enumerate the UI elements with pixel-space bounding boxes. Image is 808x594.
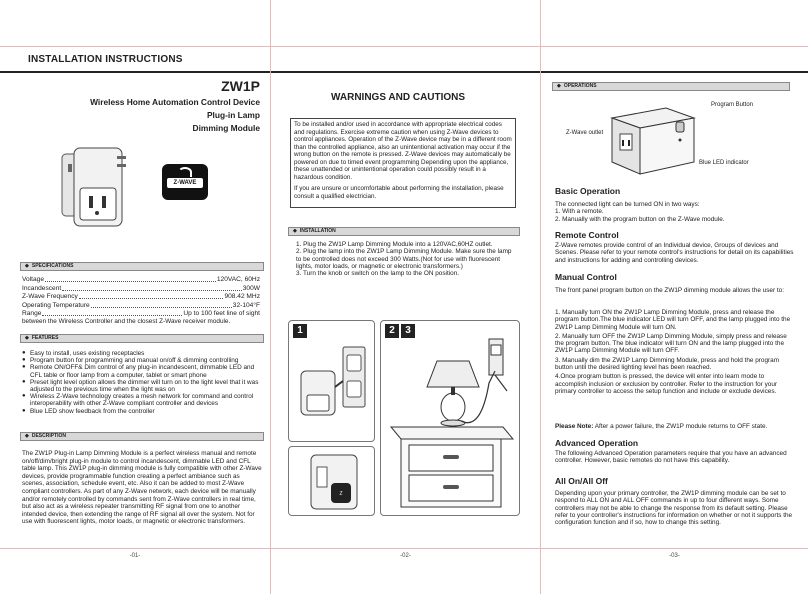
model-title: ZW1P xyxy=(221,78,260,94)
figure-panel-2-3 xyxy=(380,320,520,516)
feature-item: ● Blue LED show feedback from the controller xyxy=(22,408,262,415)
figure-panel-1 xyxy=(288,320,375,442)
figure-label: 1 xyxy=(293,324,307,338)
page-number: -01- xyxy=(129,553,141,559)
description-heading: ◆ DESCRIPTION xyxy=(20,432,264,441)
warning-note: If you are unsure or uncomfortable about performing the installation, please consult a qualified electrician. xyxy=(294,185,504,200)
spec-label: Voltage xyxy=(22,276,44,283)
lamp-nightstand-illustration xyxy=(381,321,521,517)
outlet-illustration xyxy=(289,321,376,443)
module-closeup xyxy=(289,447,376,517)
features-heading: ◆ FEATURES xyxy=(20,334,264,343)
features-list xyxy=(22,350,262,415)
please-note: Please Note: After a power failure, the ZW1P module returns to OFF state. xyxy=(555,423,768,430)
description-text: The ZW1P Plug-in Lamp Dimming Module is a perfect wireless manual and remote on/off/dim/bright plug-in module to control incandescent, dimmable LED and CFL table lamp. This ZW1P plug-in dimming module is fully compatible with other Z-Wave devices, provide programmable function creating a perfect ambiance such as scenes, association, schedule event, etc. Also it can be added to most Z-Wave compliant controllers. As part of any Z-Wave network, each device will be manually and/or remotely controlled by commands sent from Z-Wave controllers in real time, but also act as a wireless repeater transmitting RF signal from one to another intended device, then extending the range of RF signal all over the system. Not for use with fluorescent lights, motor loads, or magnetic or electronic transformers. xyxy=(22,450,262,526)
feature-item: ● Preset light level option allows the dimmer will turn on to the light level that it was adjusted to the previous time when the light was on xyxy=(22,379,262,393)
spec-label: Range xyxy=(22,310,42,317)
spec-value: 32-104°F xyxy=(232,301,260,309)
all-on-all-off-text: Depending upon your primary controller, the ZW1P dimming module can be set to respond to ALL ON and ALL OFF commands in up to four different ways. Some controllers may not be able to change the response from its default setting. Please refer to your controller's instructions for information on whether or not it supports the configuration function and if so, how to change this setting. xyxy=(555,490,793,527)
warnings-box xyxy=(290,118,516,208)
spec-value: 120VAC, 60Hz xyxy=(216,276,260,283)
feature-item: ● Easy to install, uses existing receptacles xyxy=(22,350,262,357)
feature-item: ● Remote ON/OFF& Dim control of any plug-in incandescent, dimmable LED and CFL table or floor lamp from a computer, tablet or smart phone xyxy=(22,364,262,378)
page-number: -03- xyxy=(669,553,680,559)
spec-label: Incandescent xyxy=(22,284,62,292)
page-number: -02- xyxy=(400,553,411,559)
feature-item: ● Wireless Z-Wave technology creates a mesh network for command and control interoperability with other Z-Wave compliant controller and devices xyxy=(22,393,262,407)
device-image xyxy=(60,142,130,242)
manual-control-steps xyxy=(555,309,795,397)
spec-row xyxy=(22,285,260,293)
warnings-title: WARNINGS AND CAUTIONS xyxy=(331,92,466,103)
page-1 xyxy=(0,0,270,594)
spec-label: Z-Wave Frequency xyxy=(22,293,78,300)
manual-step: 3. Manually dim the ZW1P Lamp Dimming Module, press and hold the program button until the desired lighting level has been reached. xyxy=(555,356,780,372)
spec-label: Operating Temperature xyxy=(22,301,90,309)
figure-panel-1b xyxy=(288,446,375,516)
spec-value: 908.42 MHz xyxy=(224,293,260,300)
manual-control-intro: The front panel program button on the ZW1P dimming module allows the user to: xyxy=(555,287,784,294)
page-header-title: INSTALLATION INSTRUCTIONS xyxy=(28,54,183,65)
svg-text:Z: Z xyxy=(339,491,343,497)
spec-row xyxy=(22,276,260,284)
label-blue-led: Blue LED indicator xyxy=(699,160,749,166)
spec-value: 300W xyxy=(242,284,260,292)
remote-control-text: Z-Wave remotes provide control of an Individual device, Groups of devices and Scenes. Please refer to your remote control's instructions for detail on its capabilities and instructions for adding and controlling devices. xyxy=(555,242,794,264)
spec-row xyxy=(22,302,260,310)
installation-steps: 1. Plug the ZW1P Lamp Dimming Module into a 120VAC,60HZ outlet. 2. Plug the lamp into the ZW1P Lamp Dimming Module. Make sure the lamp to be controlled does not exceed 300 Watts.(Not for use with fluorescent lights, motor loads, or magnetic or electronic transformers.) 3. Turn the knob or switch on the lamp to the ON position. xyxy=(296,241,512,278)
remote-control-title: Remote Control xyxy=(555,230,619,240)
spec-row xyxy=(22,310,260,318)
product-subtitle: Wireless Home Automation Control Device Plug-in Lamp Dimming Module xyxy=(90,97,260,133)
manual-step: 1. Manually turn ON the ZW1P Lamp Dimming Module, press and release the program button.The blue indicator LED will turn OFF, and the lamp plugged into the ZW1P Lamp Dimming Module will turn ON. xyxy=(555,309,791,331)
all-on-all-off-title: All On/All Off xyxy=(555,476,608,486)
basic-operation-text: The connected light can be turned ON in two ways: 1. With a remote. 2. Manually with the program button on the Z-Wave module. xyxy=(555,201,725,223)
label-zwave-outlet: Z-Wave outlet xyxy=(566,130,604,136)
manual-step: 4.Once program button is pressed, the device will enter into learn mode to accomplish inclusion or exclusion by controller. Refer to the instruction for your primary controller to access the setup function and include or exclude devices. xyxy=(555,373,777,395)
module-diagram xyxy=(604,104,704,178)
label-program-button: Program Button xyxy=(711,102,754,108)
warning-text: To be installed and/or used in accordance with appropriate electrical codes and regulations. Exercise extreme caution when using Z-Wave devices to control appliances. Operation of the Z-Wave device may be in a different room than the controlled appliance, also an unintentional activation may occur if the wrong button on the remote is pressed. Z-Wave devices may automatically be powered on due to timed event programming Depending upon the appliance, these unattended or unintentional operation could possibly result in a hazardous condition. xyxy=(294,121,512,181)
spec-value: Up to 100 feet line of sight xyxy=(183,310,260,317)
spec-row xyxy=(22,293,260,301)
manual-step: 2. Manually turn OFF the ZW1P Lamp Dimming Module, simply press and release the program button. The blue indicator will turn ON and the lamp plugged into the ZW1P Lamp Dimming Module will turn OFF. xyxy=(555,332,787,355)
manual-control-title: Manual Control xyxy=(555,272,617,282)
installation-heading: ◆ INSTALLATION xyxy=(288,227,520,236)
operations-heading: ◆ OPERATIONS xyxy=(552,82,790,91)
zwave-logo: Z-WAVE xyxy=(162,164,208,200)
specifications-heading: ◆ SPECIFICATIONS xyxy=(20,262,264,271)
advanced-operation-title: Advanced Operation xyxy=(555,438,639,448)
spec-range-tail: between the Wireless Controller and the closest Z-Wave receiver module. xyxy=(22,318,231,325)
figure-label: 3 xyxy=(401,324,415,338)
advanced-operation-text: The following Advanced Operation parameters require that you have an advanced controller. However, basic remotes do not have this capability. xyxy=(555,450,787,465)
feature-item: ● Program button for programming and manual on/off & dimming controlling xyxy=(22,357,262,364)
figure-label: 2 xyxy=(385,324,399,338)
basic-operation-title: Basic Operation xyxy=(555,186,621,196)
